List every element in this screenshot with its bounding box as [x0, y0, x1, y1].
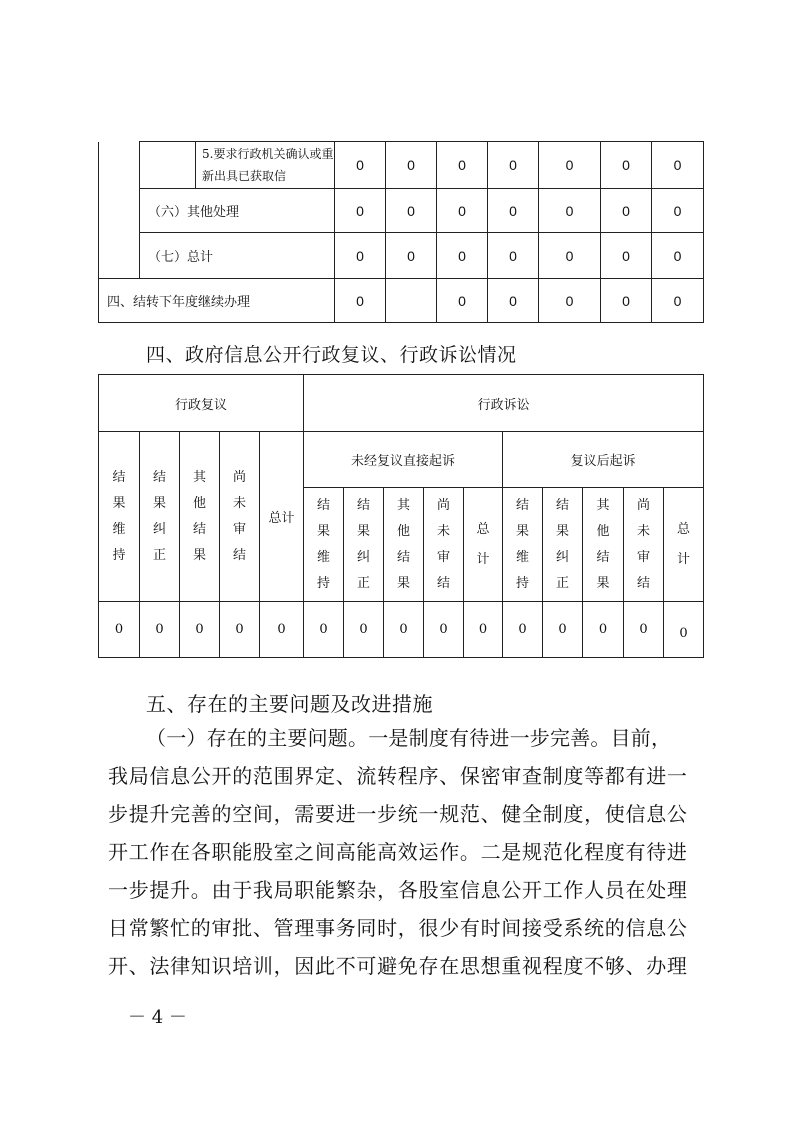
- col-header: 总计: [677, 521, 691, 567]
- row-label: （七）总计: [140, 233, 335, 279]
- col-header: 其他结果: [397, 497, 411, 591]
- row-label: 5.要求行政机关确认或重新出具已获取信: [196, 142, 335, 189]
- col-header: 结果纠正: [152, 469, 166, 563]
- paragraph-line: （一）存在的主要问题。一是制度有待进一步完善。目前，: [146, 726, 672, 750]
- table-row: （七）总计 0 0 0 0 0 0 0: [99, 233, 704, 279]
- col-header: 尚未审结: [637, 497, 651, 591]
- row-label: （六）其他处理: [140, 189, 335, 233]
- page-number: － 4 －: [128, 1007, 187, 1028]
- header-direct: 未经复议直接起诉: [304, 432, 503, 488]
- col-header: 结果纠正: [556, 497, 570, 591]
- section-heading: 四、政府信息公开行政复议、行政诉讼情况: [146, 344, 517, 366]
- col-header: 尚未审结: [232, 469, 246, 563]
- section-heading: 五、存在的主要问题及改进措施: [146, 692, 433, 716]
- header-after: 复议后起诉: [503, 432, 704, 488]
- disclosure-result-table: [98, 141, 704, 323]
- review-litigation-table: [98, 374, 704, 658]
- paragraph-line: 日常繁忙的审批、管理事务同时，很少有时间接受系统的信息公: [108, 916, 688, 940]
- col-header: 其他结果: [596, 497, 610, 591]
- col-header: 结果维持: [112, 469, 126, 563]
- paragraph-line: 开工作在各职能股室之间高能高效运作。二是规范化程度有待进: [108, 840, 688, 864]
- col-header: 结果纠正: [357, 497, 371, 591]
- table-row: 5.要求行政机关确认或重新出具已获取信 0 0 0 0 0 0 0: [99, 142, 704, 189]
- col-header: 尚未审结: [437, 497, 451, 591]
- col-header: 其他结果: [192, 469, 206, 563]
- body-paragraph: [108, 719, 708, 985]
- table-row: 四、结转下年度继续办理 0 0 0 0 0 0: [99, 279, 704, 323]
- col-header: 结果维持: [317, 497, 331, 591]
- paragraph-line: 开、法律知识培训，因此不可避免存在思想重视程度不够、办理: [108, 954, 688, 978]
- header-litigation: 行政诉讼: [304, 375, 704, 432]
- col-header: 总计: [476, 521, 490, 567]
- header-review: 行政复议: [99, 375, 304, 432]
- paragraph-line: 一步提升。由于我局职能繁杂，各股室信息公开工作人员在处理: [108, 878, 688, 902]
- row-label: 四、结转下年度继续办理: [99, 279, 335, 323]
- col-header: 总计: [260, 432, 304, 602]
- col-header: 结果维持: [516, 497, 530, 591]
- paragraph-line: 步提升完善的空间，需要进一步统一规范、健全制度，使信息公: [108, 802, 688, 826]
- table-row: 0 0 0 0 0 0 0 0 0 0 0 0 0 0 0: [99, 602, 704, 658]
- paragraph-line: 我局信息公开的范围界定、流转程序、保密审查制度等都有进一: [108, 764, 688, 788]
- table-row: （六）其他处理 0 0 0 0 0 0 0: [99, 189, 704, 233]
